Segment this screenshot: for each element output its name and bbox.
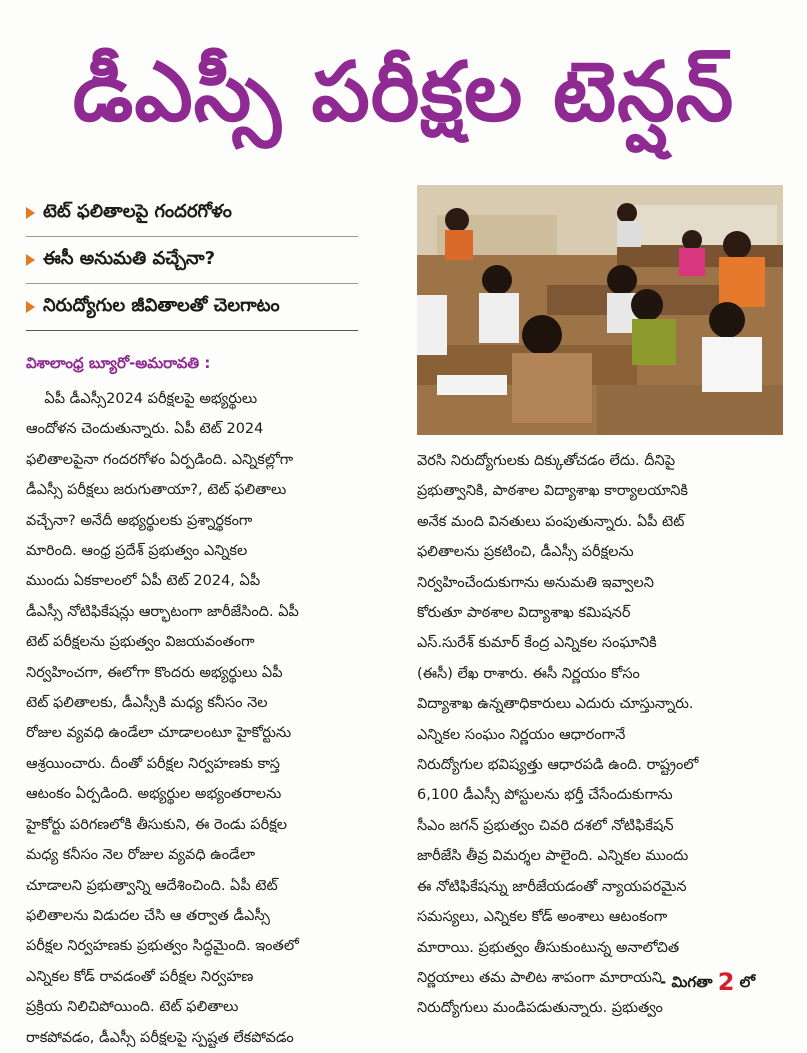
article-line: ఏపీ డీఎస్సీ2024 పరీక్షలపై అభ్యర్థులు [26, 391, 258, 407]
article-line: సమస్యలు, ఎన్నికల కోడ్ అంశాలు ఆటంకంగా [417, 909, 668, 926]
headline: డీఎస్సీ పరీక్షల టెన్షన్ [72, 45, 735, 140]
article-line: (ఈసీ) లేఖ రాశారు. ఈసీ నిర్ణయం కోసం [417, 665, 640, 682]
article-line: ఎన్నికల సంఘం నిర్ణయం ఆధారంగానే [417, 726, 626, 743]
article-line: వెరసి నిరుద్యోగులకు దిక్కుతోచడం లేదు. దీనిపై [417, 453, 676, 469]
continued-on-page-note [660, 968, 755, 996]
article-line: రాకపోవడం, డీఎస్సీ పరీక్షలపై స్పష్టత లేకపోవడం [26, 1029, 294, 1046]
article-line: ఆందోళన చెందుతున్నారు. ఏపీ టెట్ 2024 [26, 421, 264, 438]
article-line: ఫలితాలను విడుదల చేసి ఆ తర్వాత డీఎస్సీ [26, 907, 270, 924]
highlight-item [26, 190, 358, 237]
article-line: టెట్ ఫలితాలకు, డీఎస్సీకి మధ్య కనీసం నెల [26, 695, 268, 712]
article-line: పరీక్షల నిర్వహణకు ప్రభుత్వం సిద్ధమైంది. ఇంతలో [26, 938, 299, 955]
article-column-right [417, 446, 783, 1024]
article-line: ప్రక్రియ నిలిచిపోయింది. టెట్ ఫలితాలు [26, 999, 239, 1016]
article-line: విద్యాశాఖ ఉన్నతాధికారులు ఎదురు చూస్తున్నారు. [417, 696, 694, 713]
triangle-bullet-icon [26, 254, 35, 266]
article-line: రోజుల వ్యవధి ఉండేలా చూడాలంటూ హైకోర్టును [26, 725, 292, 742]
article-line: నిరుద్యోగుల భవిష్యత్తు ఆధారపడి ఉంది. రాష్ట్రంలో [417, 757, 699, 774]
article-line: చూడాలని ప్రభుత్వాన్ని ఆదేశించింది. ఏపీ టెట్ [26, 877, 278, 894]
article-line: ఫలితాలను ప్రకటించి, డీఎస్సీ పరీక్షలను [417, 544, 634, 561]
article-line: టెట్ పరీక్షలను ప్రభుత్వం విజయవంతంగా [26, 634, 255, 651]
article-line: మారింది. ఆంధ్ర ప్రదేశ్ ప్రభుత్వం ఎన్నికల [26, 543, 248, 560]
article-line: హైకోర్టు పరిగణలోకి తీసుకుని, ఈ రెండు పరీక్షల [26, 816, 288, 833]
article-line: అనేక మంది వినతులు పంపుతున్నారు. ఏపీ టెట్ [417, 513, 685, 530]
highlights-list [26, 190, 358, 331]
highlight-text: ఈసీ అనుమతి వచ్చేనా? [43, 247, 216, 269]
article-line: వచ్చేనా? అనేదీ అభ్యర్థులకు ప్రశ్నార్థకంగా [26, 512, 253, 529]
article-line: ఎన్నికల కోడ్ రావడంతో పరీక్షల నిర్వహణ [26, 968, 254, 985]
triangle-bullet-icon [26, 207, 35, 219]
article-line: డీఎస్సీ పరీక్షలు జరుగుతాయా?, టెట్ ఫలితాలు [26, 482, 287, 499]
article-line: మధ్య కనీసం నెల రోజుల వ్యవధి ఉండేలా [26, 847, 256, 864]
article-line: నిర్ణయాలు తమ పాలిట శాపంగా మారాయని [417, 969, 662, 986]
article-line: సీఎం జగన్ ప్రభుత్వం చివరి దశలో నోటిఫికేషన్ [417, 817, 674, 834]
continued-suffix: లో [739, 973, 756, 991]
exam-hall-photo [417, 185, 783, 435]
article-line: ఎస్.సురేశ్ కుమార్ కేంద్ర ఎన్నికల సంఘానికి [417, 635, 657, 652]
article-line: ఆటంకం ఏర్పడింది. అభ్యర్థుల అభ్యంతరాలను [26, 786, 282, 803]
continued-page-number: 2 [717, 968, 735, 996]
article-line: ప్రభుత్వానికి, పాఠశాల విద్యాశాఖ కార్యాలయానికి [417, 483, 688, 500]
article-line: నిర్వహించగా, ఈలోగా కొందరు అభ్యర్థులు ఏపీ [26, 664, 283, 681]
continued-prefix: - మిగతా [660, 973, 713, 991]
article-line: జారీజేసి తీవ్ర విమర్శల పాలైంది. ఎన్నికల ముందు [417, 848, 689, 865]
article-line: నిరుద్యోగులు మండిపడుతున్నారు. ప్రభుత్వం [417, 1000, 663, 1017]
triangle-bullet-icon [26, 301, 35, 313]
article-line: డీఎస్సీ నోటిఫికేషన్లు ఆర్భాటంగా జారీజేసింది. ఏపీ [26, 603, 299, 620]
dateline: విశాలాంధ్ర బ్యూరో-అమరావతి : [26, 354, 211, 372]
highlight-item [26, 284, 358, 331]
article-line: ముందు ఏకకాలంలో ఏపీ టెట్ 2024, ఏపీ [26, 573, 261, 590]
article-line: నిర్వహించేందుకుగాను అనుమతి ఇవ్వాలని [417, 574, 654, 591]
article-line: ఆశ్రయించారు. దీంతో పరీక్షల నిర్వహణకు కాస్త [26, 755, 280, 772]
exam-hall-illustration [417, 185, 783, 435]
highlight-item [26, 237, 358, 284]
article-line: ఫలితాలపైనా గందరగోళం ఏర్పడింది. ఎన్నికల్లోగా [26, 451, 294, 468]
article-line: ఈ నోటిఫికేషన్ను జారీజేయడంతో న్యాయపరమైన [417, 878, 687, 895]
article-line: కోరుతూ పాఠశాల విద్యాశాఖ కమిషనర్ [417, 605, 631, 622]
article-column-left [26, 384, 398, 1053]
article-line: 6,100 డీఎస్సీ పోస్టులను భర్తీ చేసేందుకుగాను [417, 787, 673, 804]
highlight-text: టెట్ ఫలితాలపై గందరగోళం [43, 200, 232, 222]
article-line: మారాయి. ప్రభుత్వం తీసుకుంటున్న అనాలోచిత [417, 939, 680, 956]
highlight-text: నిరుద్యోగుల జీవితాలతో చెలగాటం [43, 294, 280, 316]
